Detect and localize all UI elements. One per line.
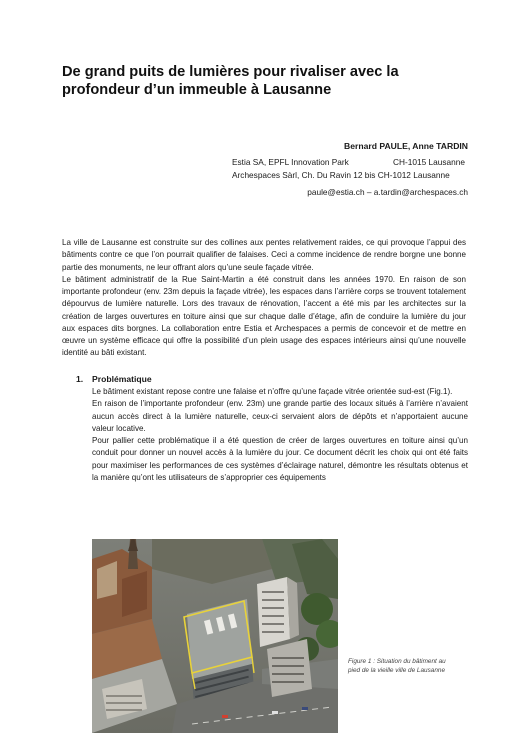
figure-caption: Figure 1 : Situation du bâtiment au pied de la vieille ville de Lausanne [348,658,446,675]
affiliation-place: CH-1015 Lausanne [393,157,465,167]
affiliation-org: Archespaces Sàrl, Ch. Du Ravin 12 bis CH-1012 Lausanne [232,170,450,180]
section-paragraph: En raison de l’importante profondeur (env. 23m) une grande partie des locaux situés à l’arrière n’avaient aucun accès direct à la lumière naturelle, ceux-ci servaient alors de dépôts et n’apportaient aucune valeur locative. [92,399,468,433]
paper-title: De grand puits de lumières pour rivaliser avec la profondeur d’un immeuble à Lausanne [62,64,399,98]
author-names: Bernard PAULE, Anne TARDIN [344,141,468,151]
abstract-paragraph: Le bâtiment administratif de la Rue Saint-Martin a été construit dans les années 1970. En raison de son importante profondeur (env. 23m depuis la façade vitrée), les espaces dans l’arrière corps se trouvent totalement dépourvus de lumière naturelle. Lors des travaux de rénovation, l’accent a été mis par les architectes sur la création de larges ouvertures en toiture ainsi que sur chaque dalle d’étage, afin de conduire la lumière du jour aux espaces dits borgnes. La collaboration entre Estia et Archespaces a permis de concevoir et de mettre en œuvre un système efficace qui offre la possibilité d’un plein usage des espaces intérieurs ainsi qu’une nouvelle identité au bâti existant. [62,274,466,358]
abstract-paragraph: La ville de Lausanne est construite sur des collines aux pentes relativement raides, ce qui provoque l’appui des bâtiments contre ce que l’on pourrait qualifier de falaises. Ceci a comme incidence de rendre borgne une bonne partie des monuments, ne leur offrant alors qu’une seule façade vitrée. [62,238,466,272]
affiliation-place [465,169,468,182]
affiliation-line [232,169,468,182]
section-title: Problématique [92,374,152,384]
section-paragraph: Le bâtiment existant repose contre une falaise et n’offre qu’une façade vitrée orientée sud-est (Fig.1). [92,387,453,396]
affiliations [232,156,468,182]
affiliation-org: Estia SA, EPFL Innovation Park [232,157,349,167]
section-paragraph: Pour pallier cette problématique il a été question de créer de larges ouvertures en toiture ainsi qu’un conduit pour donner un nouvel accès à la lumière du jour. Ce document décrit les choix qui ont été faits pour maximiser les performances de ces systèmes d’éclairage naturel, démontre les résultats obtenus et la manière qu’ont les utilisateurs de s’approprier ces équipements [92,436,468,482]
section-body [92,386,468,484]
aerial-city-illustration [92,539,338,733]
author-emails: paule@estia.ch – a.tardin@archespaces.ch [307,187,468,197]
section-heading [76,374,152,384]
affiliation-line [232,156,468,169]
figure-aerial-photo [92,539,338,733]
section-number: 1. [76,374,84,384]
abstract [62,237,466,360]
